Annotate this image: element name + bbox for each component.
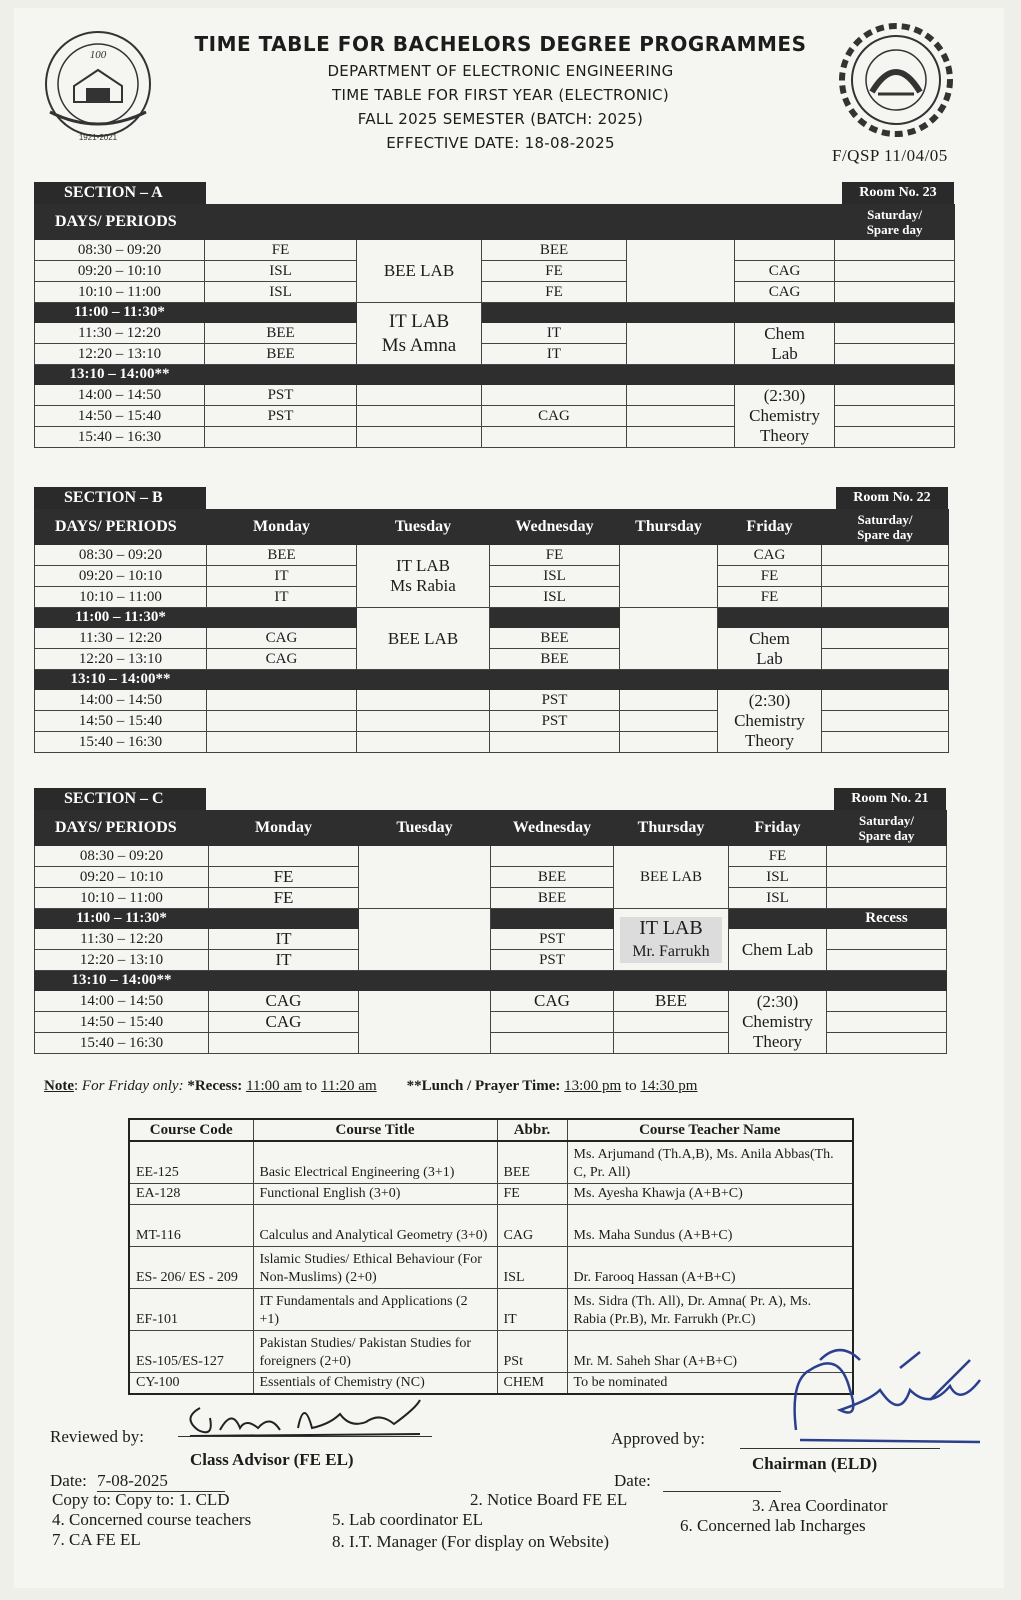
table-row <box>35 587 949 608</box>
class-cell: FE <box>209 888 359 909</box>
time-cell: 10:10 – 11:00 <box>35 888 209 909</box>
class-cell: PST <box>205 385 357 406</box>
days-periods-header: DAYS/ PERIODS <box>35 205 835 240</box>
time-cell: 12:20 – 13:10 <box>35 649 207 670</box>
class-cell: FE <box>209 867 359 888</box>
chem-lab-cell: Chem Lab <box>718 628 822 670</box>
empty-cell <box>735 240 835 261</box>
course-teacher: Ms. Maha Sundus (A+B+C) <box>567 1204 853 1246</box>
class-cell: FE <box>718 587 822 608</box>
class-cell: PST <box>491 950 614 971</box>
section-b-table <box>34 509 949 753</box>
reviewed-by-label: Reviewed by: <box>50 1427 144 1446</box>
time-cell: 14:50 – 15:40 <box>35 1012 209 1033</box>
signature-line-right <box>740 1448 940 1449</box>
class-cell: BEE <box>490 628 620 649</box>
section-c-table <box>34 810 947 1054</box>
time-cell: 09:20 – 10:10 <box>35 566 207 587</box>
section-b-label: SECTION – B <box>34 487 206 509</box>
table-row <box>35 867 947 888</box>
copy-to-5: 5. Lab coordinator EL <box>332 1510 484 1529</box>
table-row <box>35 385 955 406</box>
thursday-header: Thursday <box>614 811 729 846</box>
signature-line-left <box>178 1436 432 1437</box>
time-cell: 09:20 – 10:10 <box>35 261 205 282</box>
time-cell: 14:00 – 14:50 <box>35 385 205 406</box>
empty-cell <box>835 240 955 261</box>
chemistry-theory-cell: (2:30) Chemistry Theory <box>729 991 827 1054</box>
empty-cell <box>835 344 955 365</box>
table-row <box>129 1246 853 1288</box>
empty-cell <box>835 323 955 344</box>
class-cell: BEE <box>205 344 357 365</box>
saturday-header: Saturday/ Spare day <box>835 205 955 240</box>
reviewer-signature <box>180 1388 440 1453</box>
table-row <box>35 282 955 303</box>
copy-to-1: Copy to: Copy to: 1. CLD <box>52 1490 230 1509</box>
class-cell: BEE <box>491 867 614 888</box>
copy-to-8: 8. I.T. Manager (For display on Website) <box>332 1532 610 1551</box>
copy-to-4: 4. Concerned course teachers <box>52 1510 252 1529</box>
course-abbr: IT <box>497 1288 567 1330</box>
class-cell: BEE <box>614 991 729 1012</box>
class-cell: BEE <box>490 649 620 670</box>
tuesday-header: Tuesday <box>359 811 491 846</box>
document-reference: F/QSP 11/04/05 <box>832 146 948 165</box>
break-row <box>35 365 955 385</box>
monday-header: Monday <box>207 510 357 545</box>
course-abbr: BEE <box>497 1141 567 1183</box>
class-cell: BEE <box>491 888 614 909</box>
it-lab-cell: IT LAB Ms Amna <box>357 303 482 365</box>
header-course-code: Course Code <box>129 1119 253 1141</box>
wednesday-header: Wednesday <box>490 510 620 545</box>
empty-cell <box>835 282 955 303</box>
class-cell: FE <box>482 282 627 303</box>
course-teacher: Mr. M. Saheh Shar (A+B+C) <box>567 1330 853 1372</box>
class-cell: PST <box>490 711 620 732</box>
days-periods-header: DAYS/ PERIODS <box>35 510 207 545</box>
time-cell: 14:00 – 14:50 <box>35 690 207 711</box>
copy-to-2: 2. Notice Board FE EL <box>470 1490 628 1509</box>
timetable-subtitle: TIME TABLE FOR FIRST YEAR (ELECTRONIC) <box>332 86 669 104</box>
time-cell: 15:40 – 16:30 <box>35 732 207 753</box>
break-row <box>35 670 949 690</box>
class-cell: PST <box>491 929 614 950</box>
empty-cell <box>620 545 718 608</box>
chairman-signature <box>780 1340 990 1455</box>
friday-header: Friday <box>718 510 822 545</box>
time-cell: 11:30 – 12:20 <box>35 929 209 950</box>
section-c-room: Room No. 21 <box>834 788 946 810</box>
copy-to-3: 3. Area Coordinator <box>752 1496 888 1515</box>
class-advisor-label: Class Advisor (FE EL) <box>190 1450 354 1469</box>
time-cell: 15:40 – 16:30 <box>35 427 205 448</box>
empty-cell <box>627 240 735 303</box>
break-time-cell: 11:00 – 11:30* <box>35 303 205 323</box>
course-table-header <box>129 1119 853 1141</box>
time-cell: 09:20 – 10:10 <box>35 867 209 888</box>
table-row <box>35 545 949 566</box>
table-row <box>35 991 947 1012</box>
copy-to-6: 6. Concerned lab Incharges <box>680 1516 866 1535</box>
header-abbr: Abbr. <box>497 1119 567 1141</box>
time-cell: 10:10 – 11:00 <box>35 282 205 303</box>
department-name: DEPARTMENT OF ELECTRONIC ENGINEERING <box>327 62 674 80</box>
empty-cell <box>620 608 718 670</box>
semester-line: FALL 2025 SEMESTER (BATCH: 2025) <box>357 110 644 128</box>
chem-lab-cell: Chem Lab <box>735 323 835 365</box>
time-cell: 15:40 – 16:30 <box>35 1033 209 1054</box>
tuesday-header: Tuesday <box>357 510 490 545</box>
chemistry-theory-cell: (2:30) Chemistry Theory <box>735 385 835 448</box>
table-row <box>35 240 955 261</box>
class-cell: IT <box>209 950 359 971</box>
class-cell: ISL <box>205 282 357 303</box>
course-title: Basic Electrical Engineering (3+1) <box>253 1141 497 1183</box>
course-code: EE-125 <box>129 1141 253 1183</box>
empty-cell <box>359 846 491 909</box>
course-teacher: Ms. Arjumand (Th.A,B), Ms. Anila Abbas(Th. C, Pr. All) <box>567 1141 853 1183</box>
it-lab-cell: IT LAB Ms Rabia <box>357 545 490 608</box>
class-cell: FE <box>729 846 827 867</box>
table-row <box>129 1183 853 1204</box>
course-abbr: CHEM <box>497 1372 567 1394</box>
course-code: ES-105/ES-127 <box>129 1330 253 1372</box>
break-time-cell: 11:00 – 11:30* <box>35 909 209 929</box>
class-cell: CAG <box>718 545 822 566</box>
course-teacher: Ms. Sidra (Th. All), Dr. Amna( Pr. A), Ms. Rabia (Pr.B), Mr. Farrukh (Pr.C) <box>567 1288 853 1330</box>
break-row <box>35 909 947 929</box>
class-cell: BEE <box>482 240 627 261</box>
logo-years-text: 1921-2021 <box>78 133 118 142</box>
timing-note: Note: For Friday only: *Recess: 11:00 am to 11:20 am **Lunch / Prayer Time: 13:00 pm to 14:30 pm <box>44 1078 698 1094</box>
time-cell: 08:30 – 09:20 <box>35 846 209 867</box>
class-cell: CAG <box>482 406 627 427</box>
table-header-row <box>35 205 955 240</box>
chairman-label: Chairman (ELD) <box>752 1454 878 1473</box>
saturday-header: Saturday/ Spare day <box>822 510 949 545</box>
class-cell: PST <box>205 406 357 427</box>
time-cell: 08:30 – 09:20 <box>35 545 207 566</box>
course-title: Pakistan Studies/ Pakistan Studies for foreigners (2+0) <box>253 1330 497 1372</box>
class-cell: CAG <box>209 991 359 1012</box>
course-table <box>128 1118 854 1395</box>
class-cell: CAG <box>735 261 835 282</box>
table-row <box>35 690 949 711</box>
section-a-table <box>34 204 955 448</box>
class-cell: CAG <box>491 991 614 1012</box>
time-cell: 10:10 – 11:00 <box>35 587 207 608</box>
class-cell: IT <box>207 566 357 587</box>
break-time-cell: 13:10 – 14:00** <box>35 365 205 385</box>
wednesday-header: Wednesday <box>491 811 614 846</box>
course-abbr: ISL <box>497 1246 567 1288</box>
course-code: CY-100 <box>129 1372 253 1394</box>
friday-header: Friday <box>729 811 827 846</box>
table-row <box>129 1330 853 1372</box>
class-cell: BEE <box>207 545 357 566</box>
chem-lab-cell: Chem Lab <box>729 929 827 971</box>
class-cell: IT <box>482 323 627 344</box>
course-code: ES- 206/ ES - 209 <box>129 1246 253 1288</box>
empty-cell <box>835 261 955 282</box>
class-cell: CAG <box>207 649 357 670</box>
course-teacher: Dr. Farooq Hassan (A+B+C) <box>567 1246 853 1288</box>
time-cell: 11:30 – 12:20 <box>35 628 207 649</box>
empty-cell <box>359 991 491 1054</box>
header-course-title: Course Title <box>253 1119 497 1141</box>
table-row <box>35 929 947 950</box>
course-teacher: Ms. Ayesha Khawja (A+B+C) <box>567 1183 853 1204</box>
course-code: EF-101 <box>129 1288 253 1330</box>
table-row <box>35 323 955 344</box>
class-cell: PST <box>490 690 620 711</box>
class-cell: ISL <box>490 566 620 587</box>
empty-cell <box>359 909 491 971</box>
class-cell: BEE <box>205 323 357 344</box>
course-abbr: CAG <box>497 1204 567 1246</box>
course-title: Calculus and Analytical Geometry (3+0) <box>253 1204 497 1246</box>
recess-cell: Recess <box>827 909 947 929</box>
time-cell: 12:20 – 13:10 <box>35 950 209 971</box>
class-cell: ISL <box>729 888 827 909</box>
table-row <box>35 628 949 649</box>
class-cell: IT <box>207 587 357 608</box>
class-cell: FE <box>482 261 627 282</box>
course-title: Islamic Studies/ Ethical Behaviour (For Non-Muslims) (2+0) <box>253 1246 497 1288</box>
days-periods-header: DAYS/ PERIODS <box>35 811 209 846</box>
class-cell: FE <box>718 566 822 587</box>
thursday-header: Thursday <box>620 510 718 545</box>
class-cell: CAG <box>207 628 357 649</box>
class-cell: FE <box>205 240 357 261</box>
date-right: Date: <box>614 1471 781 1492</box>
time-cell: 14:00 – 14:50 <box>35 991 209 1012</box>
section-a-label: SECTION – A <box>34 182 206 204</box>
table-header-row <box>35 811 947 846</box>
date-left: Date: 7-08-2025 <box>50 1471 225 1492</box>
table-row <box>129 1204 853 1246</box>
effective-date: EFFECTIVE DATE: 18-08-2025 <box>386 134 615 152</box>
table-row <box>35 566 949 587</box>
table-header-row <box>35 510 949 545</box>
copy-to-7: 7. CA FE EL <box>52 1530 141 1549</box>
document-title: TIME TABLE FOR BACHELORS DEGREE PROGRAMMES <box>194 32 807 56</box>
break-time-cell: 13:10 – 14:00** <box>35 670 207 690</box>
chemistry-theory-cell: (2:30) Chemistry Theory <box>718 690 822 753</box>
class-cell: FE <box>490 545 620 566</box>
section-c-label: SECTION – C <box>34 788 206 810</box>
saturday-header: Saturday/ Spare day <box>827 811 947 846</box>
monday-header: Monday <box>209 811 359 846</box>
table-row <box>35 261 955 282</box>
course-abbr: PSt <box>497 1330 567 1372</box>
course-teacher: To be nominated <box>567 1372 853 1394</box>
class-cell: IT <box>482 344 627 365</box>
class-cell: CAG <box>735 282 835 303</box>
time-cell: 11:30 – 12:20 <box>35 323 205 344</box>
it-lab-cell: IT LAB Mr. Farrukh <box>614 909 729 971</box>
table-row <box>35 846 947 867</box>
bee-lab-cell: BEE LAB <box>357 608 490 670</box>
section-b-room: Room No. 22 <box>836 487 948 509</box>
table-row <box>129 1288 853 1330</box>
break-time-cell: 13:10 – 14:00** <box>35 971 209 991</box>
class-cell: ISL <box>205 261 357 282</box>
course-code: MT-116 <box>129 1204 253 1246</box>
break-row <box>35 971 947 991</box>
break-row <box>35 303 955 323</box>
class-cell: CAG <box>209 1012 359 1033</box>
class-cell: ISL <box>729 867 827 888</box>
course-title: Functional English (3+0) <box>253 1183 497 1204</box>
document-header <box>0 32 1021 152</box>
empty-cell <box>627 323 735 365</box>
logo-100-text: 100 <box>89 49 107 61</box>
time-cell: 12:20 – 13:10 <box>35 344 205 365</box>
time-cell: 14:50 – 15:40 <box>35 711 207 732</box>
class-cell: ISL <box>490 587 620 608</box>
lab-cell: BEE LAB <box>357 240 482 303</box>
class-cell: IT <box>209 929 359 950</box>
course-code: EA-128 <box>129 1183 253 1204</box>
header-teacher: Course Teacher Name <box>567 1119 853 1141</box>
bee-lab-cell: BEE LAB <box>614 846 729 909</box>
approved-by-label: Approved by: <box>611 1429 705 1448</box>
section-a-room: Room No. 23 <box>842 182 954 204</box>
course-title: IT Fundamentals and Applications (2 +1) <box>253 1288 497 1330</box>
time-cell: 08:30 – 09:20 <box>35 240 205 261</box>
course-title: Essentials of Chemistry (NC) <box>253 1372 497 1394</box>
break-row <box>35 608 949 628</box>
table-row <box>129 1141 853 1183</box>
break-time-cell: 11:00 – 11:30* <box>35 608 207 628</box>
course-abbr: FE <box>497 1183 567 1204</box>
table-row <box>35 888 947 909</box>
time-cell: 14:50 – 15:40 <box>35 406 205 427</box>
